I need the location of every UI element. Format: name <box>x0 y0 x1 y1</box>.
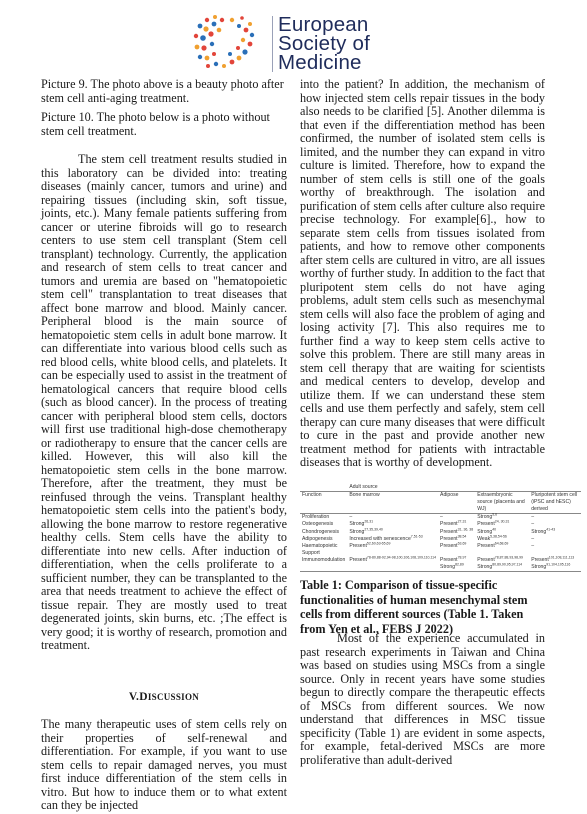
cell-value: Present <box>440 528 458 535</box>
table-header-adipose: Adipose <box>438 492 475 514</box>
discussion-paragraph: The many therapeutic uses of stem cells rely on their properties of self-renewal and differentiation. For example, if you want to use stem cells to repair damaged nerves, you must first induce differentiation of the stem cells in vitro. But how to induce them or to what extent can they be injected <box>41 717 287 812</box>
cell-value: Strong <box>477 564 493 571</box>
cell-value: Strong <box>477 528 493 535</box>
cell-value: Strong <box>531 564 547 571</box>
cell-ref: 101,108,111,113 <box>548 555 575 560</box>
dots-emblem-icon <box>192 14 262 70</box>
cell-ref: 27,35,39,40 <box>364 526 383 531</box>
cell-ref: 63,69 <box>457 541 467 546</box>
cell-value: Strong <box>440 564 456 571</box>
table-header-pluripotent: Pluripotent stem cell (iPSC and hESC) derived <box>529 492 581 514</box>
right-column-bottom <box>300 632 545 767</box>
table-row <box>300 557 581 572</box>
table-header-extraembryonic: Extraembryonic source (placenta and WJ) <box>475 492 529 514</box>
table-cell: Immunomodulation <box>300 557 347 572</box>
cell-value: Present <box>349 556 367 563</box>
table-cell: Chondrogenesis <box>302 528 340 535</box>
table-row <box>300 521 581 528</box>
cell-ref: 7,51-53 <box>410 533 423 538</box>
table-cell: – <box>531 535 535 542</box>
logo-divider <box>272 16 273 72</box>
cell-ref: 41-43 <box>546 526 556 531</box>
table-group-header: Adult source <box>347 484 475 492</box>
cell-ref: 27,31 <box>457 519 467 524</box>
cell-value: Strong <box>349 528 365 535</box>
cell-value: Present <box>440 521 458 528</box>
cell-ref: 5,6 <box>492 512 498 517</box>
org-name-line1: European <box>278 13 369 36</box>
cell-value: Present <box>477 521 495 528</box>
table-cell <box>475 557 529 572</box>
table-cell: – <box>531 521 535 528</box>
right-column <box>300 78 545 470</box>
table-cell <box>529 557 581 572</box>
table-cell <box>347 526 438 536</box>
cell-value: Strong <box>531 528 547 535</box>
cell-ref: 78,97 <box>457 555 467 560</box>
cell-value: Present <box>440 556 458 563</box>
table-caption: Table 1: Comparison of tissue-specific functionalities of human mesenchymal stem cells from different sources (Table 1. Taken from Yen et al., FEBS J 2022) <box>300 578 528 636</box>
table-cell: Proliferation <box>302 514 330 521</box>
table-cell <box>475 521 529 528</box>
table-cell <box>347 521 438 528</box>
cell-ref: 82,89 <box>455 562 464 567</box>
table-cell <box>438 557 475 572</box>
table-cell: – <box>531 514 535 521</box>
discussion-heading <box>41 691 287 705</box>
table-cell <box>438 526 475 536</box>
table-header-bone-marrow: Bone marrow <box>347 492 438 514</box>
cell-value: Present <box>477 542 495 549</box>
cell-ref: 64,68,69 <box>494 541 509 546</box>
cell-value: Strong <box>477 514 493 521</box>
org-name-line2: Society of <box>278 32 371 55</box>
cell-ref: 24, 30,31 <box>494 519 510 524</box>
cell-value: Increased with senescence <box>349 535 411 542</box>
msc-comparison-table <box>300 484 587 576</box>
table-cell: – <box>531 542 535 549</box>
cell-ref: 52,60,63-65,69 <box>366 541 391 546</box>
cell-value: Present <box>477 556 495 563</box>
table-cell: Haematopoietic Support <box>302 542 338 556</box>
table-cell: Adipogenesis <box>302 535 333 542</box>
cell-ref: 80,89,90,95,97,114 <box>492 562 523 567</box>
cell-value: Present <box>440 542 458 549</box>
left-column <box>41 78 287 813</box>
cell-value: Present <box>531 556 549 563</box>
table-cell: – <box>440 514 443 521</box>
picture-10-caption: Picture 10. The photo below is a photo without stem cell treatment. <box>41 110 270 138</box>
society-logo <box>192 12 392 74</box>
msc-sources-paragraph: Most of the experience accumulated in past research experiments in Taiwan and China was based on studies using MSCs from a single source. Only in recent years have some studies begun to directly compare the therapeutic effects of MSCs from different sources. We now understand that differences in MSC tissue specificity (Table 1) are evident in some aspects, for example, fetal-derived MSCs are more proliferative than adult-derived <box>300 631 545 767</box>
cell-ref: 5,38,54-56 <box>490 533 507 538</box>
heading-rest: ISCUSSION <box>147 691 200 702</box>
org-name-line3: Medicine <box>278 51 362 74</box>
table-row <box>300 529 581 536</box>
cell-ref: 78,87,88,93,98,99 <box>494 555 523 560</box>
cell-value: Weak <box>477 535 491 542</box>
org-name <box>278 15 370 72</box>
cell-ref: 40 <box>492 526 497 531</box>
challenges-paragraph: into the patient? In addition, the mechanism of how injected stem cells repair tissues in the body also needs to be clarified [5]. Another dilemma is that even if the differentiation method has been confirmed, the number of isolated stem cells is limited, and the number they can expand in vitro culture is limited. Therefore, how to expand the number of stem cells is still one of the goals worthy of breakthrough. The isolation and purification of stem cells after culture also require precise technology. For example[6]., how to separate stem cells from tissues isolated from patients, and how to remove other components after stem cells are cultured in vitro, are all issues worthy of further study. In addition to the fact that pluripotent stem cells do not have aging problems, adult stem cells such as mesenchymal stem cells will also face the problem of aging and losing activity [7]. This also requires me to further find a way to keep stem cells active to solve this problem. There are still many areas in stem cell therapy that are waiting for scientists and medical centers to develop, develop and utilize them. If we can understand these stem cells and use them perfectly and safely, stem cell therapy can cure many diseases that were difficult to cure in the past and provide another new treatment method for patients with intractable diseases that is worthy of development. <box>300 77 545 469</box>
table-cell: Osteogenesis <box>302 521 334 528</box>
cell-ref: 91,104,105,116 <box>546 562 571 567</box>
table-cell <box>529 526 581 536</box>
table-header-function: Function <box>300 492 347 514</box>
heading-initial: D <box>139 690 148 703</box>
cell-ref: 78-80,88-92,94-98,100,106,108,109,110,114 <box>366 555 437 560</box>
heading-number: V. <box>128 690 140 703</box>
results-paragraph: The stem cell treatment results studied in this laboratory can be divided into: treating diseases (mainly cancer, tumors and urine) and repairing tissues (including skin, soft tissue, joints, etc.). Many female patients suffering from cancer or uterine fibroids will go to research centers to use stem cell transplant (Stem cell transplant) technology. Currently, the application and research of stem cells to treat cancer and tumors and uremia are based on "hematopoietic stem cell" transplantation to treat diseases that affect bone marrow and blood. Mainly cancer. Peripheral blood is the main source of hematopoietic stem cells in adult bone marrow. It can differentiate into various blood cells such as red blood cells, white blood cells, and platelets. It can be especially used to assist in the treatment of hematological cancers that require blood cells (such as blood cancer). In the process of treating cancer with peripheral blood stem cells, doctors will first use traditional high-dose chemotherapy or radiotherapy to ensure that the cancer cells are killed. However, this will also kill the hematopoietic stem cells in the bone marrow. Therefore, after the treatment, they must be reinfused through the veins. Transplant healthy hematopoietic stem cells into the patient's body, allowing the bone marrow to restore regenerative healthy cells. Stem cells have the ability to differentiate into new cells. After induction of differentiation, when the cells proliferate to a sufficient number, they can be transplanted to the area that needs treatment to achieve the effect of tissue repair. They are mostly used to treat degenerated joints, skin burns, etc. ;The effect is very good; it is worthy of research, promotion and treatment. <box>41 152 287 652</box>
cell-value: Strong <box>349 521 365 528</box>
cell-ref: 31, 36, 38 <box>457 526 474 531</box>
table-cell: – <box>349 514 353 521</box>
cell-ref: 26,31 <box>364 519 374 524</box>
cell-value: Present <box>440 535 458 542</box>
table-cell <box>347 557 438 572</box>
cell-value: Present <box>349 542 367 549</box>
picture-9-caption: Picture 9. The photo above is a beauty photo after stem cell anti-aging treatment. <box>41 77 284 105</box>
table-row <box>300 536 581 543</box>
table-row <box>300 543 581 557</box>
cell-ref: 38,54 <box>457 533 467 538</box>
